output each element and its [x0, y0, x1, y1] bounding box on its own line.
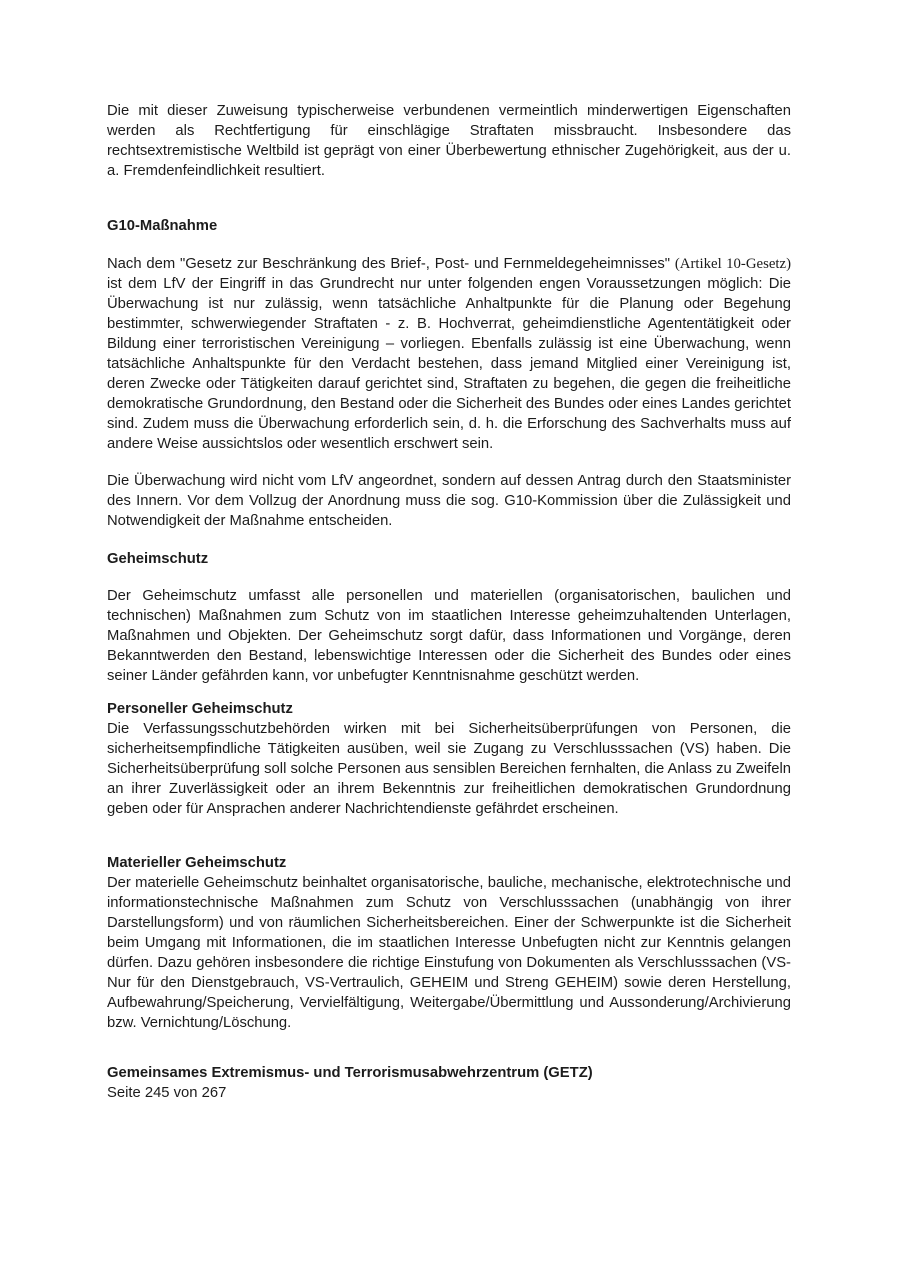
intro-paragraph: Die mit dieser Zuweisung typischerweise verbundenen vermeintlich minderwertigen Eigenschaften werden als Rechtfertigung für einschlägige Straftaten missbraucht. Insbesondere das rechtsextremistische Weltbild ist geprägt von einer Überbewertung ethnischer Zugehörigkeit, aus der u. a. Fremdenfeindlichkeit resultiert.	[107, 103, 791, 179]
materieller-geheimschutz-paragraph: Der materielle Geheimschutz beinhaltet organisatorische, bauliche, mechanische, elektrotechnische und informationstechnische Maßnahmen zum Schutz von Verschlusssachen (unabhängig von ihrer Darstellungsform) und von räumlichen Sicherheitsbereichen. Einer der Schwerpunkte ist die Sicherheit beim Umgang mit Informationen, die im staatlichen Interesse Unbefugten nicht zur Kenntnis gelangen dürfen. Dazu gehören insbesondere die richtige Einstufung von Dokumenten als Verschlusssachen (VS-Nur für den Dienstgebrauch, VS-Vertraulich, GEHEIM und Streng GEHEIM) sowie deren Herstellung, Aufbewahrung/Speicherung, Vervielfältigung, Weitergabe/Übermittlung und Aussonderung/Archivierung bzw. Vernichtung/Löschung.	[107, 875, 791, 1031]
personeller-geheimschutz-paragraph: Die Verfassungsschutzbehörden wirken mit bei Sicherheitsüberprüfungen von Personen, die sicherheitsempfindliche Tätigkeiten ausüben, weil sie Zugang zu Verschlusssachen (VS) haben. Die Sicherheitsüberprüfung soll solche Personen aus sensiblen Bereichen fernhalten, die Anlass zu Zweifeln an ihrer Zuverlässigkeit oder an ihrem Bekenntnis zur freiheitlichen demokratischen Grundordnung geben oder für Ansprachen anderer Nachrichtendienste gefährdet erscheinen.	[107, 721, 791, 817]
heading-g10-massnahme: G10-Maßnahme	[107, 218, 218, 234]
geheimschutz-paragraph: Der Geheimschutz umfasst alle personellen und materiellen (organisatorischen, baulichen und technischen) Maßnahmen zum Schutz von im staatlichen Interesse geheimzuhaltenden Unterlagen, Maßnahmen und Objekten. Der Geheimschutz sorgt dafür, dass Informationen und Vorgänge, deren Bekanntwerden den Bestand, lebenswichtige Interessen oder die Sicherheit des Bundes oder eines seiner Länder gefährden kann, vor unbefugter Kenntnisnahme geschützt werden.	[107, 588, 791, 684]
g10-paragraph-1-before-citation: Nach dem "Gesetz zur Beschränkung des Brief-, Post- und Fernmeldegeheimnisses"	[107, 256, 675, 272]
g10-paragraph-1-citation-artikel10: (Artikel 10-Gesetz)	[674, 256, 792, 272]
g10-paragraph-1-after-citation: ist dem LfV der Eingriff in das Grundrecht nur unter folgenden engen Voraussetzungen möglich: Die Überwachung ist nur zulässig, wenn tatsächliche Anhaltpunkte für die Planung oder Begehung bestimmter, schwerwiegender Straftaten - z. B. Hochverrat, geheimdienstliche Agententätigkeit oder Bildung einer terroristischen Vereinigung – vorliegen. Ebenfalls zulässig ist eine Überwachung, wenn tatsächliche Anhaltspunkte für den Verdacht bestehen, dass jemand Mitglied einer Vereinigung ist, deren Zwecke oder Tätigkeiten darauf gerichtet sind, Straftaten zu begehen, die gegen die freiheitliche demokratische Grundordnung, den Bestand oder die Sicherheit des Bundes oder eines Landes gerichtet sind. Zudem muss die Überwachung erforderlich sein, d. h. die Erforschung des Sachverhalts muss auf andere Weise aussichtslos oder wesentlich erschwert sein.	[107, 276, 791, 452]
g10-paragraph-2: Die Überwachung wird nicht vom LfV angeordnet, sondern auf dessen Antrag durch den Staatsminister des Innern. Vor dem Vollzug der Anordnung muss die sog. G10-Kommission über die Zulässigkeit und Notwendigkeit der Maßnahme entscheiden.	[107, 473, 791, 529]
heading-geheimschutz: Geheimschutz	[107, 551, 209, 567]
heading-personeller-geheimschutz: Personeller Geheimschutz	[107, 701, 293, 717]
page-number-indicator: Seite 245 von 267	[107, 1085, 227, 1101]
g10-paragraph-1	[107, 254, 791, 454]
heading-getz: Gemeinsames Extremismus- und Terrorismusabwehrzentrum (GETZ)	[107, 1065, 593, 1081]
heading-materieller-geheimschutz: Materieller Geheimschutz	[107, 855, 287, 871]
